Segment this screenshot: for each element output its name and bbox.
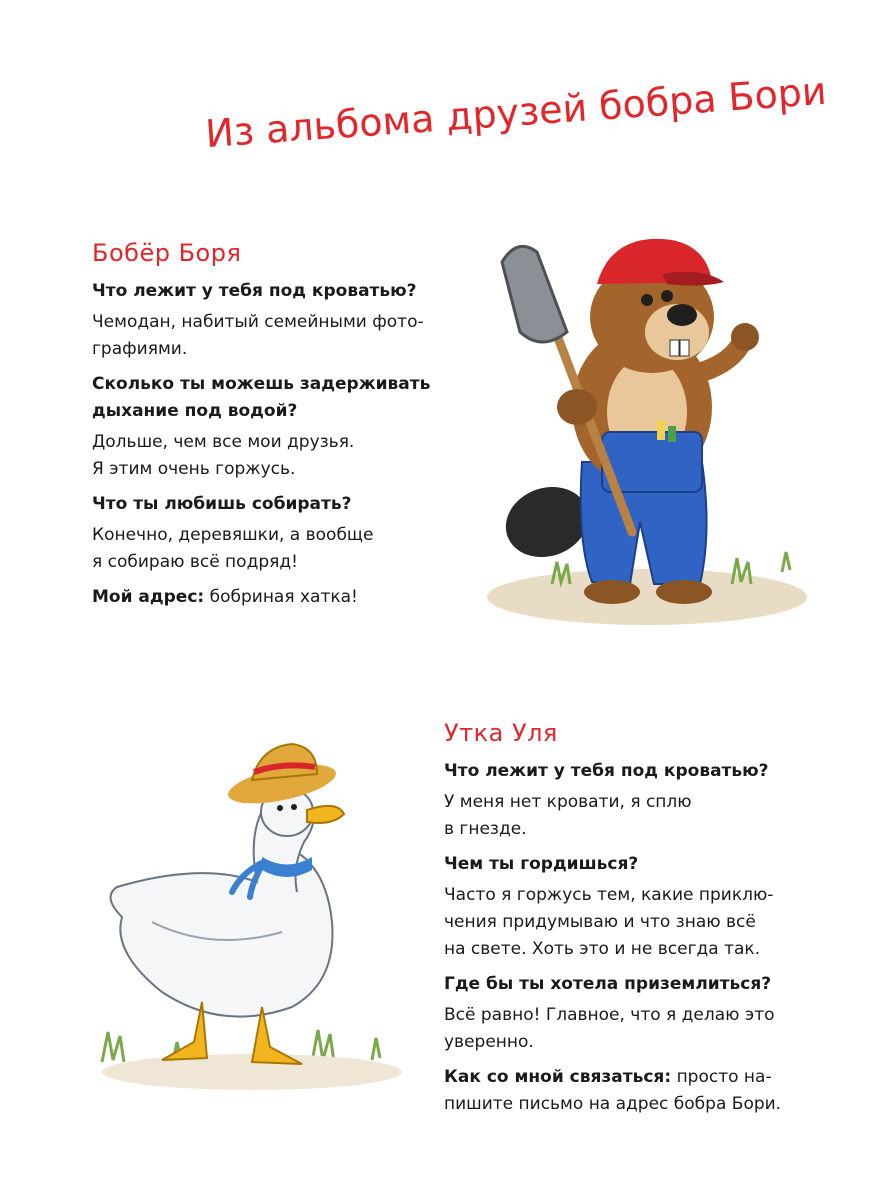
beaver-question-3: Что ты любишь собирать? [92, 494, 352, 514]
beaver-answer-2: Дольше, чем все мои друзья. Я этим очень горжусь. [92, 432, 355, 479]
beaver-answer-1: Чемодан, набитый семейными фото- графиями. [92, 312, 424, 359]
beaver-address-value: бобриная хатка! [209, 587, 358, 607]
beaver-profile [92, 238, 452, 611]
duck-contact [444, 1064, 844, 1118]
duck-contact-label: Как со мной связаться: [444, 1067, 672, 1087]
beaver-question-2: Сколько ты можешь задерживать дыхание под водой? [92, 374, 431, 421]
duck-contact-value-2: пишите письмо на адрес бобра Бори. [444, 1094, 782, 1114]
page-title [190, 60, 828, 157]
duck-answer-2: Часто я горжусь тем, какие приклю- чения придумываю и что знаю всё на свете. Хоть это и не всегда так. [444, 885, 774, 959]
beaver-answer-3: Конечно, деревяшки, а вообще я собираю всё подряд! [92, 525, 374, 572]
duck-with-straw-hat-icon [82, 722, 417, 1107]
duck-question-2: Чем ты гордишься? [444, 854, 639, 874]
duck-question-1: Что лежит у тебя под кроватью? [444, 761, 769, 781]
beaver-question-1: Что лежит у тебя под кроватью? [92, 281, 417, 301]
beaver-name: Бобёр Боря [92, 239, 242, 267]
beaver-with-shovel-icon [462, 212, 812, 644]
duck-illustration [82, 722, 417, 1107]
duck-name: Утка Уля [444, 719, 558, 747]
duck-answer-3: Всё равно! Главное, что я делаю это уверенно. [444, 1005, 775, 1052]
beaver-address-label: Мой адрес: [92, 587, 205, 607]
duck-contact-value-1: просто на- [676, 1067, 772, 1087]
beaver-address [92, 584, 452, 611]
duck-answer-1: У меня нет кровати, я сплю в гнезде. [444, 792, 692, 839]
page-title-text: Из альбома друзей бобра Бори [203, 68, 828, 157]
duck-profile [444, 718, 844, 1118]
beaver-illustration [462, 212, 812, 644]
duck-question-3: Где бы ты хотела приземлиться? [444, 974, 772, 994]
